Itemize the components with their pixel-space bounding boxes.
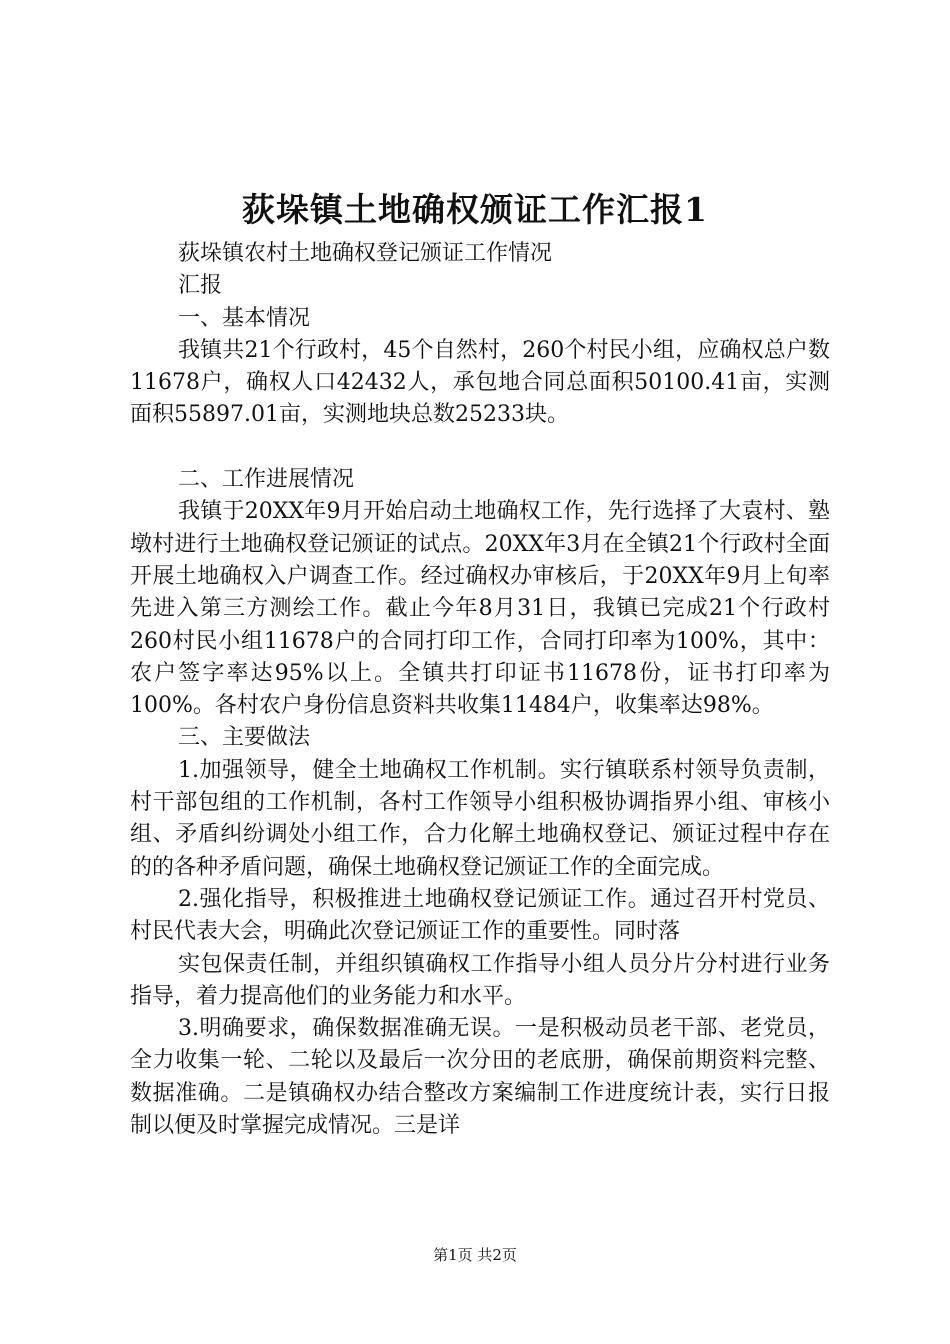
document-body	[130, 238, 830, 1142]
section-heading-progress: 二、工作进展情况	[178, 467, 355, 493]
page-footer: 第1页 共2页	[433, 1246, 517, 1264]
paragraph-method-2-continued: 实包保责任制，并组织镇确权工作指导小组人员分片分村进行业务指导，着力提高他们的业务能力和水平。	[130, 951, 830, 1009]
paragraph-method-3: 3.明确要求，确保数据准确无误。一是积极动员老干部、老党员，全力收集一轮、二轮以及最后一次分田的老底册，确保前期资料完整、数据准确。二是镇确权办结合整改方案编制工作进度统计表，实行日报制以便及时掌握完成情况。三是详	[130, 1016, 830, 1139]
paragraph-spacer	[130, 432, 830, 464]
paragraph-method-1: 1.加强领导，健全土地确权工作机制。实行镇联系村领导负责制，村干部包组的工作机制，各村工作领导小组积极协调指界小组、审核小组、矛盾纠纷调处小组工作，合力化解土地确权登记、颁证过程中存在的的各种矛盾问题，确保土地确权登记颁证工作的全面完成。	[130, 757, 830, 880]
subtitle-line-1: 荻垛镇农村土地确权登记颁证工作情况	[178, 241, 553, 266]
paragraph-basic-info: 我镇共21个行政村，45个自然村，260个村民小组，应确权总户数11678户，确权人口42432人，承包地合同总面积50100.41亩，实测面积55897.01亩，实测地块总数25233块。	[130, 337, 830, 428]
section-heading-basic: 一、基本情况	[178, 305, 311, 331]
subtitle-line-2: 汇报	[178, 273, 223, 299]
section-heading-methods: 三、主要做法	[178, 725, 311, 751]
paragraph-method-2: 2.强化指导，积极推进土地确权登记颁证工作。通过召开村党员、村民代表大会，明确此次登记颁证工作的重要性。同时落	[130, 886, 830, 945]
document-title: 荻垛镇土地确权颁证工作汇报1	[242, 190, 708, 229]
paragraph-progress: 我镇于20XX年9月开始启动土地确权工作，先行选择了大袁村、塾墩村进行土地确权登记颁证的试点。20XX年3月在全镇21个行政村全面开展土地确权入户调查工作。经过确权办审核后，于20XX年9月上旬率先进入第三方测绘工作。截止今年8月31日，我镇已完成21个行政村260村民小组11678户的合同打印工作，合同打印率为100%，其中：农户签字率达95%以上。全镇共打印证书11678份，证书打印率为100%。各村农户身份信息资料共收集11484户，收集率达98%。	[130, 499, 830, 719]
